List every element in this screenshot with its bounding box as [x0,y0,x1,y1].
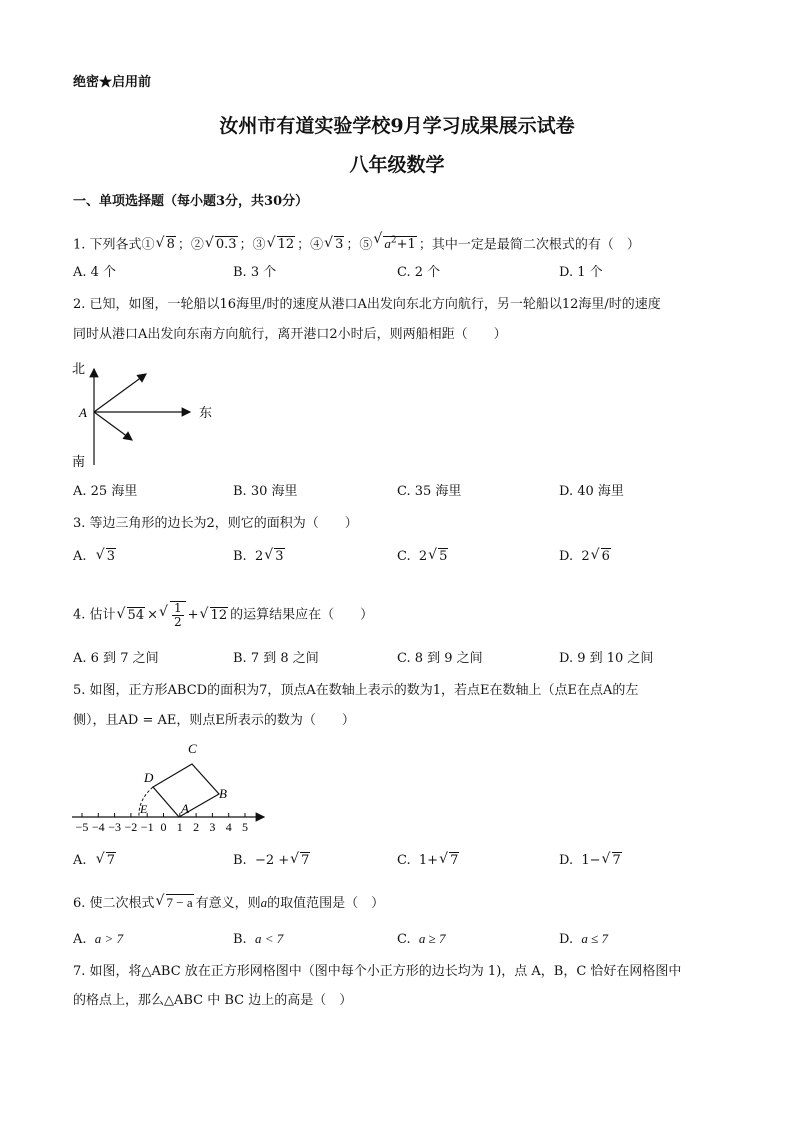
tick-label: 5 [242,820,248,834]
option-6c: C. a ≥ 7 [397,931,446,947]
option-2a: A. 25 海里 [73,484,138,499]
tick-label: −5 [75,820,89,834]
option-6a: A. a > 7 [73,931,124,947]
option-2c: C. 35 海里 [397,484,462,499]
compass-figure [68,355,228,470]
option-4b: B. 7 到 8 之间 [233,651,319,666]
north-label: 北 [72,361,86,376]
confidential-label: 绝密★启用前 [73,75,152,90]
tick-label: 4 [225,820,232,834]
option-3c: C. 2√ 5 [397,548,450,566]
option-1a: A. 4 个 [73,265,117,280]
label-b: B [219,786,227,801]
option-5c: C. 1+√ 7 [397,852,461,870]
option-3d: D. 2√ 6 [559,548,613,566]
option-3b: B. 2√ 3 [233,548,287,566]
southeast-arrow [94,412,132,440]
label-d: D [144,770,154,785]
option-5b: B. −2 +√ 7 [233,852,312,870]
option-1d: D. 1 个 [559,265,603,280]
label-a: A [181,801,189,816]
option-4d: D. 9 到 10 之间 [559,651,654,666]
tick-label: 0 [160,820,167,834]
label-e: E [140,802,148,816]
tick-label: 3 [209,820,216,834]
label-c: C [188,741,197,756]
option-4a: A. 6 到 7 之间 [73,651,159,666]
east-label: 东 [199,405,213,420]
question-2-line1: 2. 已知，如图，一轮船以16海里/时的速度从港口A出发向东北方向航行，另一轮船以12海里/时的速度 [73,297,661,312]
south-label: 南 [72,454,86,469]
tick-label: −4 [91,820,105,834]
question-7-line1: 7. 如图，将△ABC 放在正方形网格图中（图中每个小正方形的边长均为 1)，点 A，B，C 恰好在网格图中 [73,964,682,979]
tick-label: −3 [108,820,121,834]
question-6: 6. 使二次根式√ 7 − a 有意义，则a的取值范围是（ ） [73,894,384,913]
option-2b: B. 30 海里 [233,484,298,499]
question-4: 4. 估计√ 54 × √ $\frac{1}{2}$ +√ 12 的运算结果应在（ ） [73,601,373,629]
question-5-line2: 侧），且AD = AE，则点E所表示的数为（ ） [73,713,355,728]
option-6b: B. a < 7 [233,931,284,947]
number-line-figure [68,738,278,834]
option-1b: B. 3 个 [233,265,277,280]
tick-label: −2 [124,820,138,834]
exam-title: 汝州市有道实验学校9月学习成果展示试卷 [219,115,575,137]
option-5a: A. √ 7 [73,852,118,870]
question-3: 3. 等边三角形的边长为2，则它的面积为（ ） [73,516,358,531]
option-1c: C. 2 个 [397,265,441,280]
option-3a: A. √ 3 [73,548,118,566]
exam-subtitle: 八年级数学 [349,154,445,176]
tick-label: 1 [176,820,183,834]
option-4c: C. 8 到 9 之间 [397,651,483,666]
question-5-line1: 5. 如图，正方形ABCD的面积为7，顶点A在数轴上表示的数为1，若点E在数轴上（点E在点A的左 [73,683,639,698]
question-2-line2: 同时从港口A出发向东南方向航行，离开港口2小时后，则两船相距（ ） [73,327,507,342]
tick-label: 2 [193,820,200,834]
question-7-line2: 的格点上，那么△ABC 中 BC 边上的高是（ ） [73,993,353,1008]
option-2d: D. 40 海里 [559,484,624,499]
northeast-arrow [94,374,146,412]
option-6d: D. a ≤ 7 [559,931,608,947]
section-heading: 一、单项选择题（每小题3分，共30分） [73,194,309,209]
point-a-label: A [79,405,87,420]
question-1: 1. 下列各式①√ 8 ；②√ 0.3 ；③√ 12 ；④√ 3 ；⑤√ $a^2+1$ ；其中一定是最简二次根式的有（ ） [73,232,640,254]
option-5d: D. 1−√ 7 [559,852,624,870]
tick-label: −1 [140,820,154,834]
